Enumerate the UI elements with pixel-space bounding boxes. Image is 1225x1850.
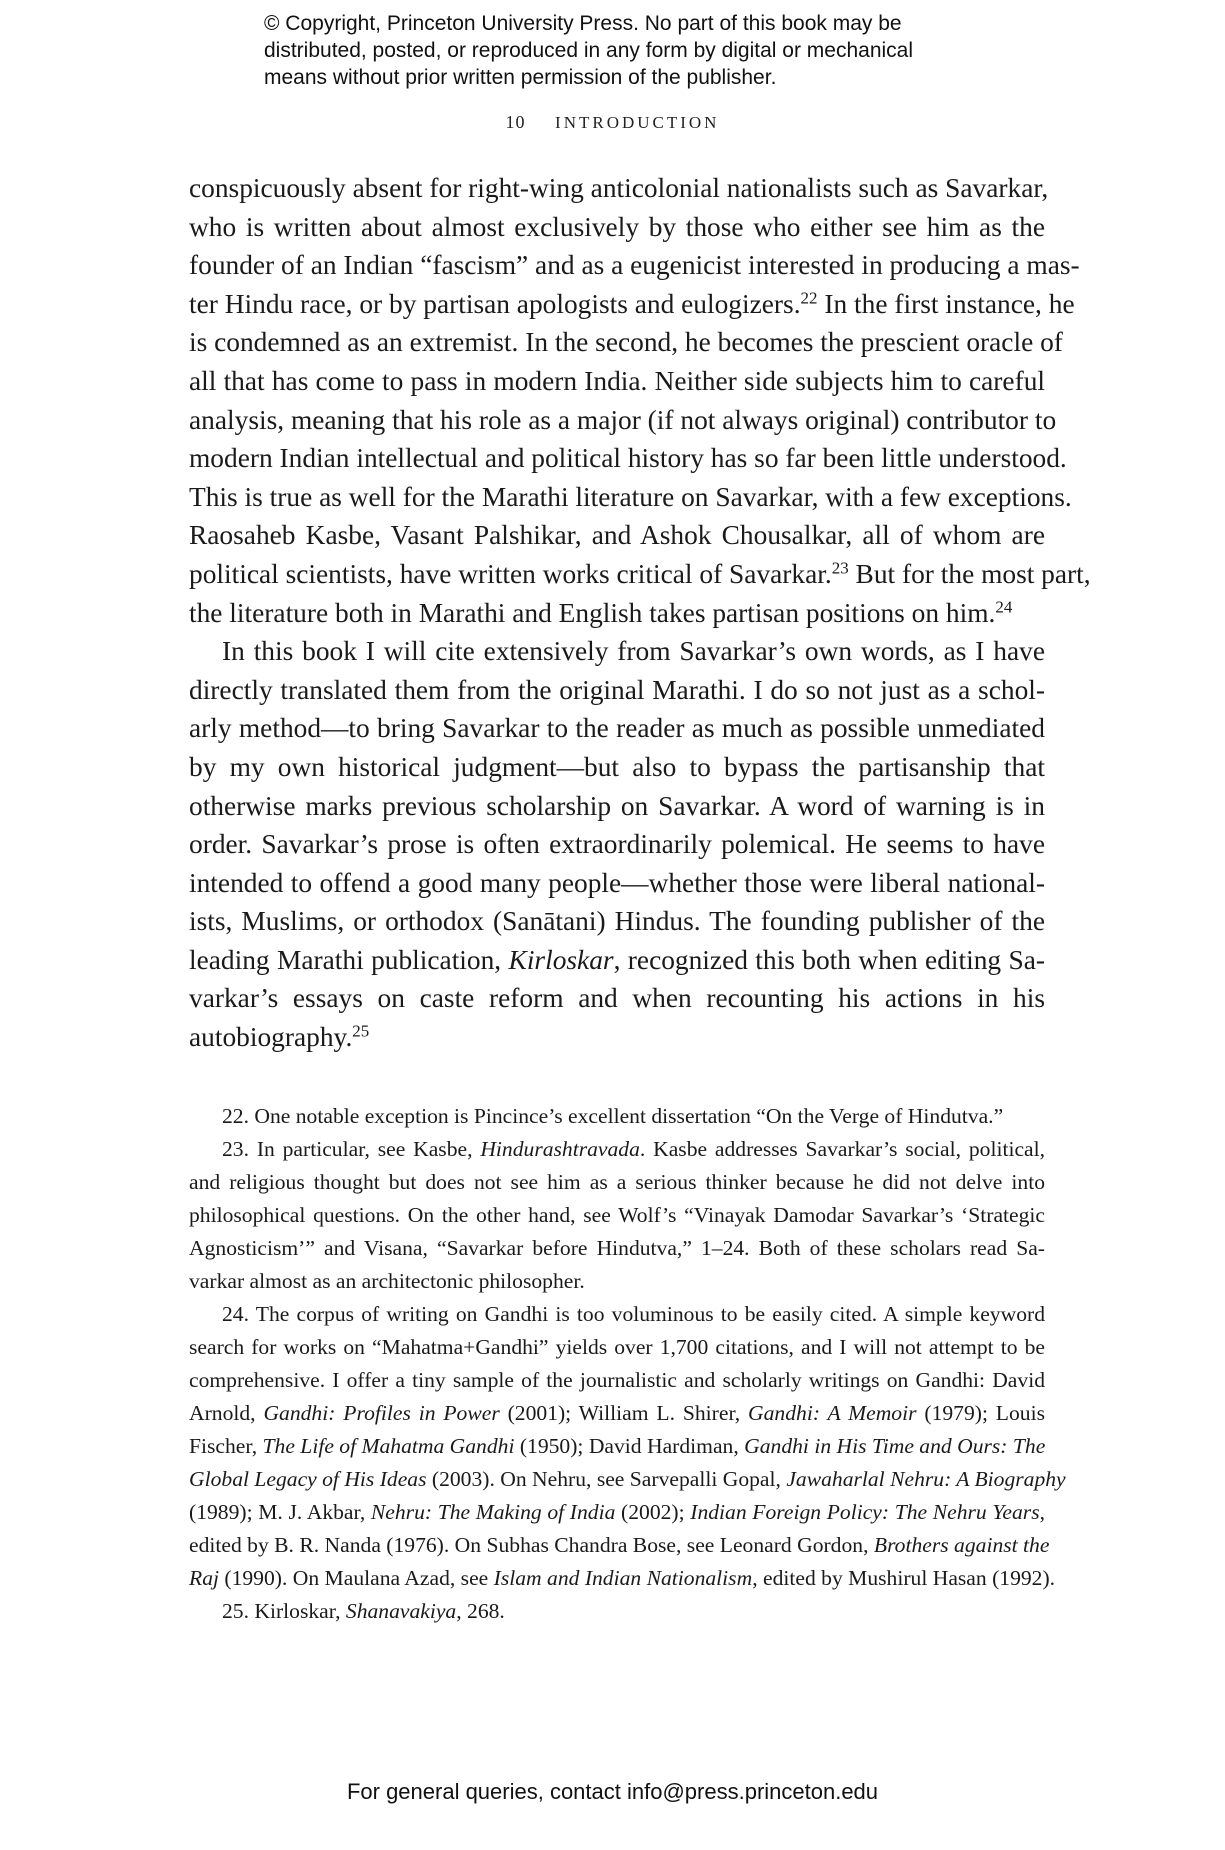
copyright-line: © Copyright, Princeton University Press. No part of this book may be (264, 12, 902, 35)
text-run: 25. Kirloskar, (222, 1599, 346, 1623)
footnote-marker: 23 (831, 558, 849, 578)
text-run: Arnold, (189, 1401, 264, 1425)
italic-title: Brothers against the (873, 1533, 1050, 1557)
text-run: (2003). On Nehru, see Sarvepalli Gopal, (426, 1467, 787, 1491)
text-run: , (1039, 1500, 1045, 1524)
italic-title: Raj (189, 1566, 219, 1590)
body-line: all that has come to pass in modern India. Neither side subjects him to careful (189, 365, 1045, 396)
text-run: leading Marathi publication, (189, 944, 509, 975)
note-line (189, 1133, 1045, 1166)
note-line: search for works on “Mahatma+Gandhi” yields over 1,700 citations, and I will not attempt to be (189, 1335, 1045, 1359)
text-run: (2002); (615, 1500, 691, 1524)
note-line (189, 1496, 1045, 1529)
section-title: INTRODUCTION (555, 113, 720, 132)
body-line: who is written about almost exclusively by those who either see him as the (189, 211, 1045, 242)
text-run: (1979); Louis (916, 1401, 1045, 1425)
note-line: Agnosticism’” and Visana, “Savarkar before Hindutva,” 1–24. Both of these scholars read Sa- (189, 1236, 1045, 1260)
note-line: philosophical questions. On the other hand, see Wolf’s “Vinayak Damodar Savarkar’s ‘Strategic (189, 1203, 1045, 1227)
body-line (189, 285, 1075, 324)
text-run: autobiography. (189, 1022, 353, 1053)
text-run: , 268. (456, 1599, 505, 1623)
text-run: Fischer, (189, 1434, 263, 1458)
body-line: order. Savarkar’s prose is often extraordinarily polemical. He seems to have (189, 829, 1045, 860)
body-line: intended to offend a good many people—whether those were liberal national- (189, 867, 1045, 898)
text-run: , edited by Mushirul Hasan (1992). (752, 1566, 1056, 1590)
text-run: 23. In particular, see Kasbe, (222, 1137, 481, 1161)
body-line: arly method—to bring Savarkar to the reader as much as possible unmediated (189, 713, 1045, 744)
note-line: and religious thought but does not see him as a serious thinker because he did not delve into (189, 1170, 1045, 1194)
body-line: This is true as well for the Marathi literature on Savarkar, with a few exceptions. (189, 481, 1072, 512)
footnote-marker: 22 (800, 288, 818, 308)
note-line: 22. One notable exception is Pincince’s excellent dissertation “On the Verge of Hindutva.” (222, 1104, 1004, 1128)
body-line: conspicuously absent for right-wing anticolonial nationalists such as Savarkar, (189, 173, 1049, 203)
text-run: (1990). On Maulana Azad, see (219, 1566, 494, 1590)
paragraph-2 (189, 632, 1045, 1057)
running-head (0, 112, 1225, 133)
body-line (189, 941, 1045, 980)
footnote-marker: 24 (995, 597, 1013, 617)
footnote-25 (189, 1595, 1045, 1628)
body-line: ists, Muslims, or orthodox (Sanātani) Hindus. The founding publisher of the (189, 906, 1045, 937)
copyright-line: means without prior written permission of the publisher. (264, 66, 777, 89)
text-run: (1950); David Hardiman, (514, 1434, 745, 1458)
text-run: In the first instance, he (817, 288, 1075, 319)
body-line (189, 594, 1045, 633)
footnotes (189, 1100, 1066, 1628)
note-line (189, 1430, 1045, 1463)
note-line (189, 1529, 1050, 1562)
footnote-24 (189, 1298, 1066, 1595)
footnote-marker: 25 (352, 1021, 370, 1041)
italic-title: Global Legacy of His Ideas (189, 1467, 427, 1491)
note-line (189, 1463, 1066, 1496)
body-line: founder of an Indian “fascism” and as a eugenicist interested in producing a mas- (189, 250, 1080, 281)
body-line: In this book I will cite extensively from Savarkar’s own words, as I have (222, 636, 1045, 667)
paragraph-1 (189, 169, 1091, 632)
italic-title: Gandhi: Profiles in Power (263, 1401, 500, 1425)
body-line (189, 555, 1091, 594)
italic-title: Islam and Indian Nationalism (493, 1566, 753, 1590)
italic-title: Hindurashtravada (480, 1137, 640, 1161)
body-line (189, 1018, 1045, 1057)
text-run: . Kasbe addresses Savarkar’s social, political, (639, 1137, 1046, 1161)
copyright-notice (264, 10, 1024, 91)
text-run: , recognized this both when editing Sa- (613, 944, 1045, 975)
note-line (189, 1595, 1045, 1628)
italic-title: Kirloskar (508, 944, 614, 975)
text-run: But for the most part, (848, 558, 1091, 589)
italic-title: The Life of Mahatma Gandhi (262, 1434, 515, 1458)
body-line: is condemned as an extremist. In the second, he becomes the prescient oracle of (189, 327, 1063, 358)
italic-title: Shanavakiya (345, 1599, 457, 1623)
note-line (189, 1397, 1045, 1430)
footnote-23 (189, 1133, 1045, 1298)
footer-contact: For general queries, contact info@press.princeton.edu (346, 1779, 879, 1804)
footnote-22 (189, 1100, 1045, 1133)
body-line: directly translated them from the original Marathi. I do so not just as a schol- (189, 674, 1045, 705)
body-line: Raosaheb Kasbe, Vasant Palshikar, and Ashok Chousalkar, all of whom are (189, 520, 1045, 551)
italic-title: Nehru: The Making of India (370, 1500, 616, 1524)
note-line: 24. The corpus of writing on Gandhi is too voluminous to be easily cited. A simple keyword (222, 1302, 1045, 1326)
body-line: varkar’s essays on caste reform and when recounting his actions in his (189, 983, 1045, 1014)
text-run: the literature both in Marathi and English takes partisan positions on him. (189, 597, 996, 628)
body-text (189, 169, 1091, 1057)
italic-title: Gandhi: A Memoir (748, 1401, 917, 1425)
page-number: 10 (505, 112, 526, 132)
italic-title: Jawaharlal Nehru: A Biography (786, 1467, 1066, 1491)
italic-title: Gandhi in His Time and Ours: The (744, 1434, 1046, 1458)
text-run: ter Hindu race, or by partisan apologists and eulogizers. (189, 288, 801, 319)
text-run: political scientists, have written works critical of Savarkar. (189, 558, 832, 589)
text-run: edited by B. R. Nanda (1976). On Subhas Chandra Bose, see Leonard Gordon, (189, 1533, 874, 1557)
text-run: (2001); William L. Shirer, (499, 1401, 749, 1425)
body-line: by my own historical judgment—but also to bypass the partisanship that (189, 751, 1045, 782)
body-line: otherwise marks previous scholarship on Savarkar. A word of warning is in (189, 790, 1045, 821)
copyright-line: distributed, posted, or reproduced in any form by digital or mechanical (264, 39, 914, 62)
note-line: varkar almost as an architectonic philosopher. (189, 1269, 585, 1293)
italic-title: Indian Foreign Policy: The Nehru Years (690, 1500, 1040, 1524)
body-line: modern Indian intellectual and political history has so far been little understood. (189, 443, 1067, 474)
note-line (189, 1562, 1056, 1595)
note-line: comprehensive. I offer a tiny sample of the journalistic and scholarly writings on Gandhi: David (189, 1368, 1045, 1392)
body-line: analysis, meaning that his role as a major (if not always original) contributor to (189, 404, 1057, 435)
text-run: (1989); M. J. Akbar, (189, 1500, 371, 1524)
